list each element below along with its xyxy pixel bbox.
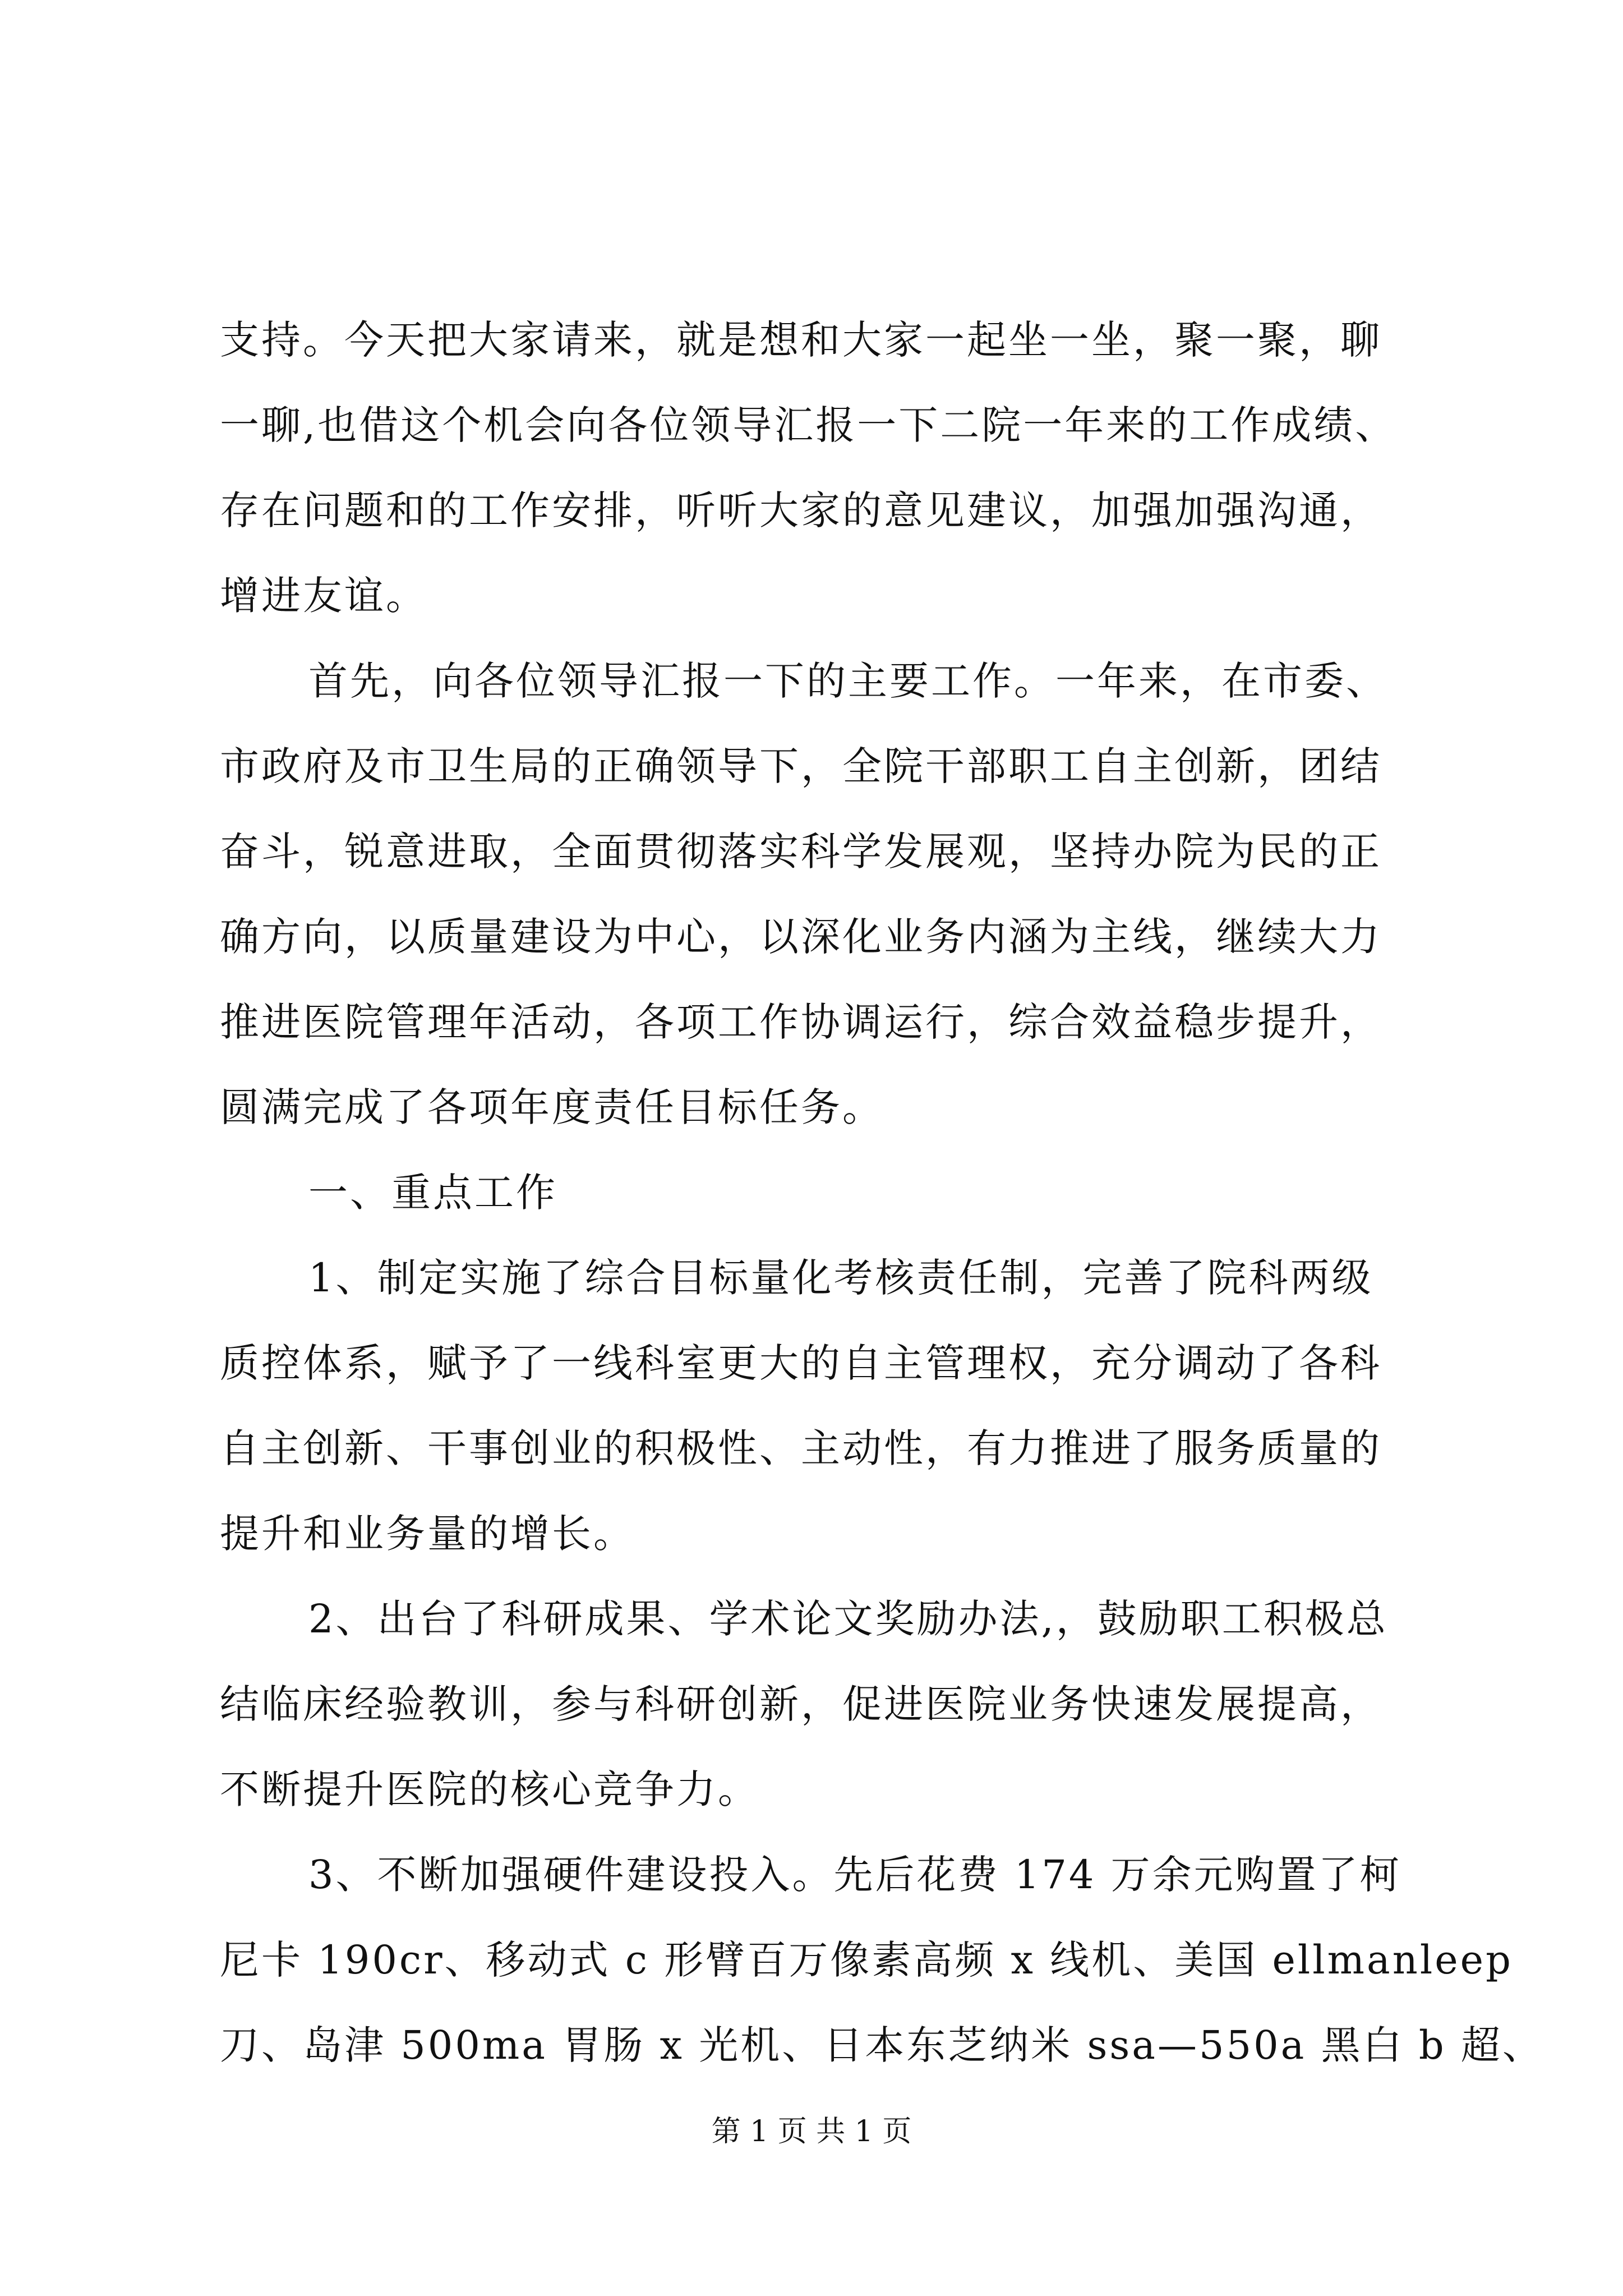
- text-line: 存在问题和的工作安排，听听大家的意见建议，加强加强沟通，: [220, 487, 1382, 533]
- text-line: 自主创新、干事创业的积极性、主动性，有力推进了服务质量的: [220, 1425, 1382, 1471]
- text-line: 不断提升医院的核心竞争力。: [220, 1766, 759, 1812]
- text-line: 2、出台了科研成果、学术论文奖励办法,，鼓励职工积极总: [308, 1596, 1388, 1642]
- page-footer: 第 1 页 共 1 页: [711, 2115, 912, 2148]
- document-body: [220, 297, 1544, 2088]
- text-line: 支持。今天把大家请来，就是想和大家一起坐一坐，聚一聚，聊: [220, 317, 1382, 363]
- text-line: 圆满完成了各项年度责任目标任务。: [220, 1084, 884, 1130]
- text-line: 奋斗，锐意进取，全面贯彻落实科学发展观，坚持办院为民的正: [220, 829, 1382, 875]
- text-line: 1、制定实施了综合目标量化考核责任制，完善了院科两级: [308, 1255, 1373, 1301]
- text-line: 提升和业务量的增长。: [220, 1511, 635, 1557]
- text-line: 刀、岛津 500ma 胃肠 x 光机、日本东芝纳米 ssa—550a 黑白 b 超、: [220, 2022, 1544, 2068]
- text-line: 质控体系，赋予了一线科室更大的自主管理权，充分调动了各科: [220, 1340, 1382, 1386]
- text-line: 市政府及市卫生局的正确领导下，全院干部职工自主创新，团结: [220, 743, 1382, 789]
- text-line: 结临床经验教训，参与科研创新，促进医院业务快速发展提高，: [220, 1681, 1382, 1727]
- text-line: 尼卡 190cr、移动式 c 形臂百万像素高频 x 线机、美国 ellmanleep: [220, 1937, 1513, 1983]
- text-line: 一聊,也借这个机会向各位领导汇报一下二院一年来的工作成绩、: [220, 402, 1397, 448]
- text-line: 确方向，以质量建设为中心，以深化业务内涵为主线，继续大力: [220, 914, 1382, 960]
- text-line: 推进医院管理年活动，各项工作协调运行，综合效益稳步提升，: [220, 999, 1382, 1045]
- text-line: 增进友谊。: [220, 573, 427, 619]
- text-line: 3、不断加强硬件建设投入。先后花费 174 万余元购置了柯: [308, 1852, 1401, 1898]
- text-line: 首先，向各位领导汇报一下的主要工作。一年来，在市委、: [308, 658, 1387, 704]
- text-line: 一、重点工作: [308, 1170, 557, 1216]
